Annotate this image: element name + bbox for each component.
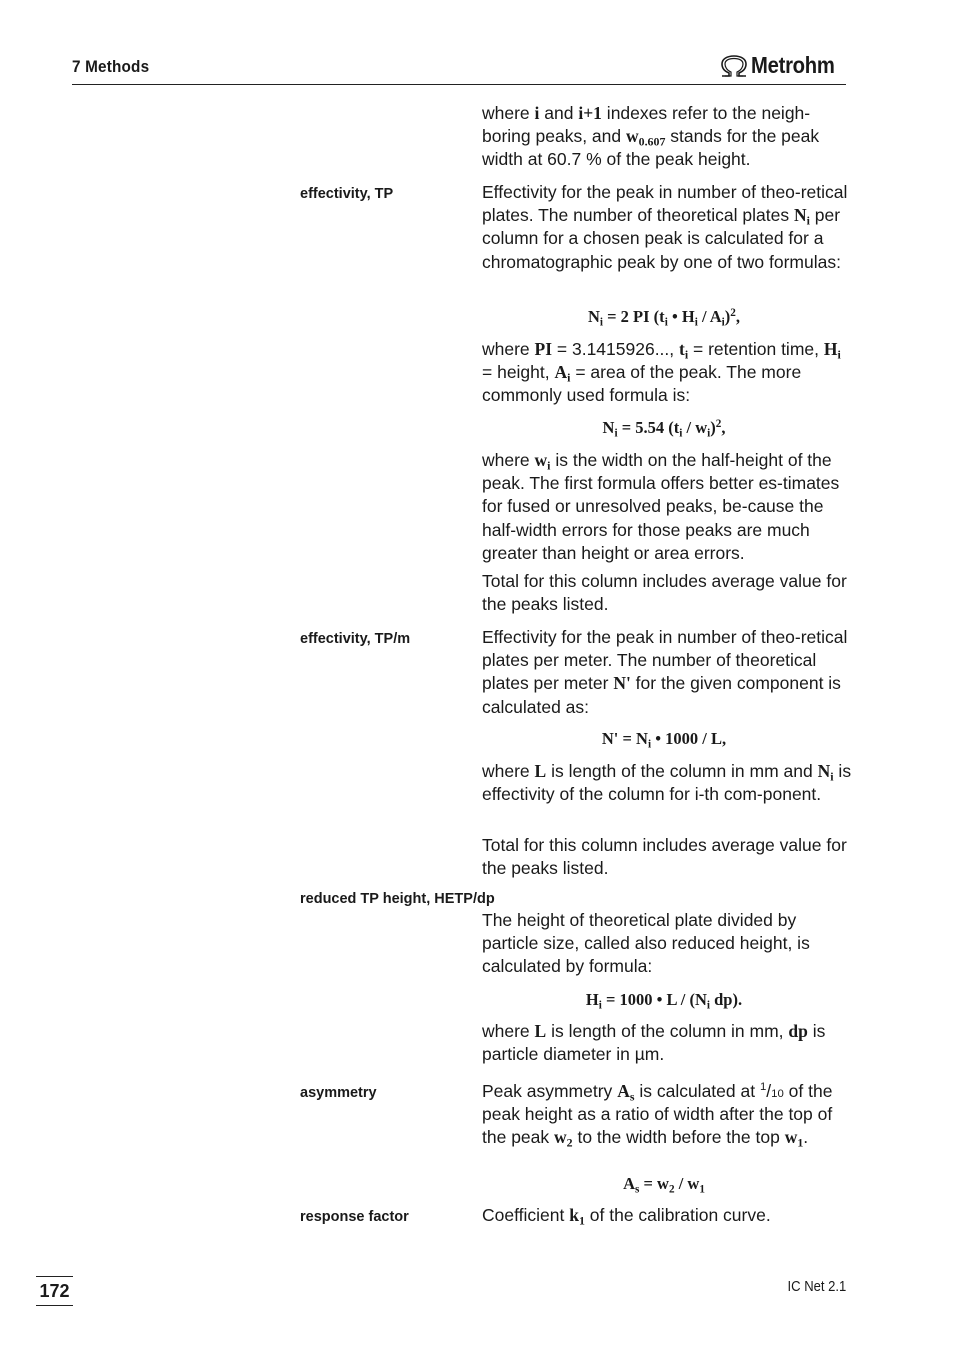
formula-asymmetry: $A_s = w_2 / w_1$ <box>623 1174 705 1196</box>
omega-logo-icon <box>719 54 749 78</box>
page-number: 172 <box>36 1276 73 1306</box>
paragraph-reduced-height: The height of theoretical plate divided by particle size, called also reduced height, is calculated by formula: <box>482 910 810 977</box>
paragraph-response-factor: Coefficient $k_1$ of the calibration curve. <box>482 1205 771 1228</box>
formula-tpm: $N' = N_i$ • 1000 / L, <box>601 729 727 751</box>
metrohm-logo <box>719 52 846 79</box>
paragraph-half-width: where $w_i$ is the width on the half-height of the peak. The first formula offers better es-timates for fused or unresolved peaks, be-cause the half-width errors for those peaks are much greater than height or area errors. <box>482 450 840 563</box>
paragraph-particle-diameter: where L is length of the column in mm, dp is particle diameter in µm. <box>482 1021 826 1065</box>
page-header <box>72 52 846 85</box>
label-effectivity-tpm: effectivity, TP/m <box>300 631 411 647</box>
paragraph-pi-definition: where PI = 3.1415926..., $t_i$ = retention time, $H_i$ = height, $A_i$ = area of the peak. The more commonly used formula is: <box>482 339 841 406</box>
brand-name: Metrohm <box>750 52 835 78</box>
label-asymmetry: asymmetry <box>300 1085 377 1101</box>
paragraph-total-tpm: Total for this column includes average value for the peaks listed. <box>482 835 847 879</box>
paragraph-asymmetry: Peak asymmetry $A_s$ is calculated at $^1$/10 of the peak height as a ratio of width after the top of the peak $w_2$ to the width before the top $w_1$. <box>482 1081 833 1150</box>
product-name: IC Net 2.1 <box>787 1279 846 1295</box>
formula-tp-1: $N_i = 2$ PI ($t_i$ • $H_i / A_i)^2$, <box>587 306 741 329</box>
paragraph-effectivity-tp: Effectivity for the peak in number of theo-retical plates. The number of theoretical plates $N_i$ per column for a chosen peak is calculated for a chromatographic peak by one of two formulas: <box>482 182 848 272</box>
formula-tp-2: $N_i = 5.54$ $(t_i / w_i)^2$, <box>602 417 726 440</box>
formula-hetp: $H_i = 1000$ • L / ($N_i$ dp). <box>585 990 743 1012</box>
label-reduced-tp-height: reduced TP height, HETP/dp <box>300 891 495 907</box>
paragraph-neighboring-peaks: where i and i+1 indexes refer to the neigh-boring peaks, and $w_{0.607}$ stands for the peak width at 60.7 % of the peak height. <box>482 103 820 170</box>
chapter-title: 7 Methods <box>72 57 150 76</box>
label-response-factor: response factor <box>300 1209 409 1225</box>
label-effectivity-tp: effectivity, TP <box>300 186 394 202</box>
paragraph-total-tp: Total for this column includes average value for the peaks listed. <box>482 571 847 615</box>
paragraph-effectivity-tpm: Effectivity for the peak in number of theo-retical plates per meter. The number of theoretical plates per meter N' for the given component is calculated as: <box>482 627 848 717</box>
paragraph-column-length: where L is length of the column in mm and $N_i$ is effectivity of the column for i-th com-ponent. <box>482 761 852 805</box>
